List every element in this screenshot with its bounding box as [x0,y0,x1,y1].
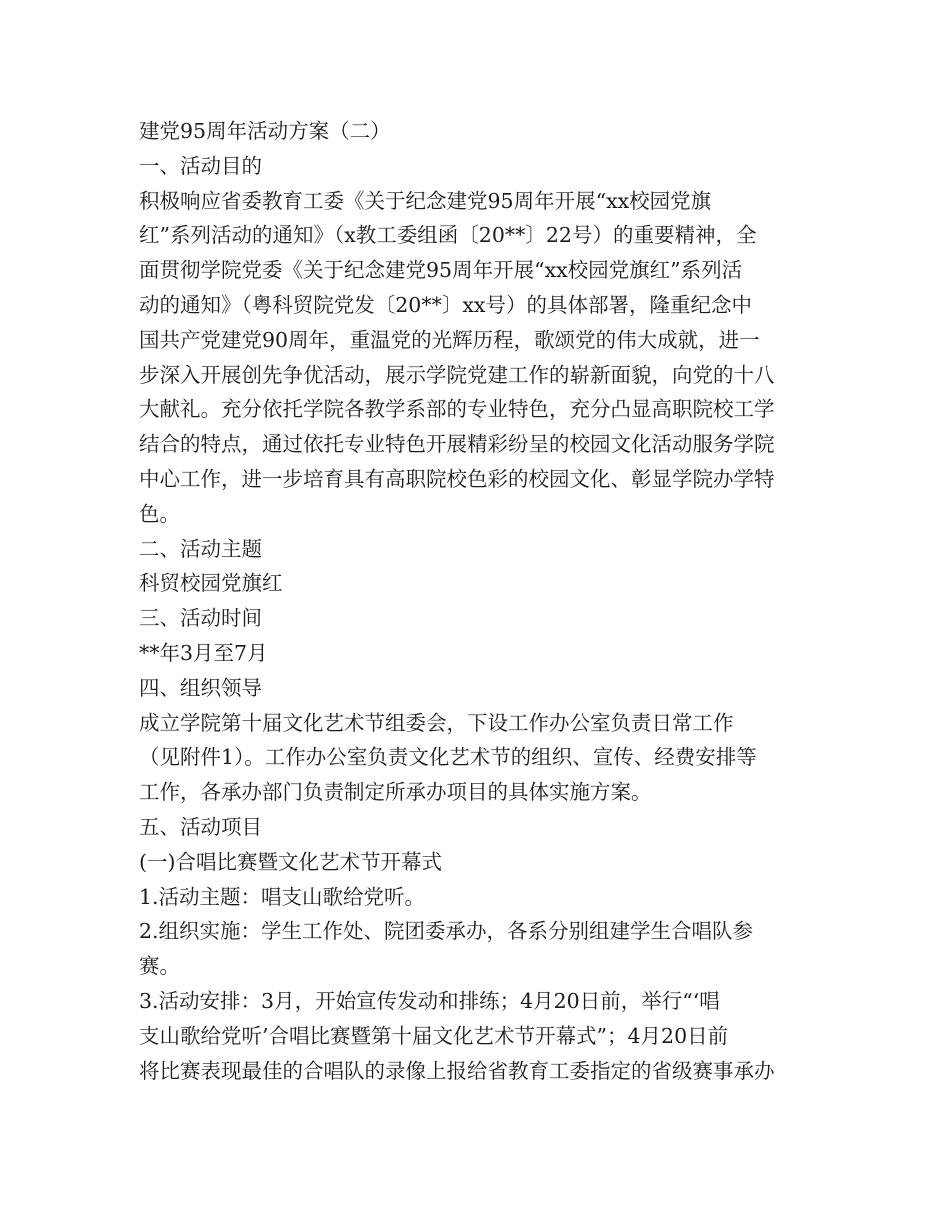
paragraph-line: 步深入开展创先争优活动，展示学院党建工作的崭新面貌，向党的十八 [139,362,775,387]
list-item: 1.活动主题：唱支山歌给党听。 [139,884,426,909]
paragraph-line: 面贯彻学院党委《关于纪念建党95周年开展“xx校园党旗红”系列活 [139,258,743,283]
paragraph-line: 结合的特点，通过依托专业特色开展精彩纷呈的校园文化活动服务学院 [139,432,775,457]
paragraph-line: **年3月至7月 [139,640,268,665]
paragraph-line: 科贸校园党旗红 [139,571,283,596]
paragraph-line: 将比赛表现最佳的合唱队的录像上报给省教育工委指定的省级赛事承办 [139,1058,775,1083]
list-item: 3.活动安排：3月，开始宣传发动和排练；4月20日前，举行“‘唱 [139,988,720,1013]
section-heading-purpose: 一、活动目的 [139,153,262,178]
paragraph-line: 工作，各承办部门负责制定所承办项目的具体实施方案。 [139,780,652,805]
section-heading-time: 三、活动时间 [139,606,262,631]
paragraph-line: 色。 [139,501,180,526]
document-title: 建党95周年活动方案（二） [139,119,391,143]
paragraph-line: 成立学院第十届文化艺术节组委会，下设工作办公室负责日常工作 [139,710,734,735]
paragraph-line: 动的通知》（粤科贸院党发〔20**〕xx号）的具体部署，隆重纪念中 [139,292,752,317]
paragraph-line: （见附件1）。工作办公室负责文化艺术节的组织、宣传、经费安排等 [139,745,757,770]
paragraph-line: 积极响应省委教育工委《关于纪念建党95周年开展“xx校园党旗 [139,188,712,213]
paragraph-line: 红”系列活动的通知》（x教工委组函〔20**〕22号）的重要精神，全 [139,223,757,248]
subsection-heading: (一)合唱比赛暨文化艺术节开幕式 [139,849,442,874]
paragraph-line: 大献礼。充分依托学院各教学系部的专业特色，充分凸显高职院校工学 [139,397,775,422]
paragraph-line: 支山歌给党听’合唱比赛暨第十届文化艺术节开幕式”；4月20日前 [139,1023,729,1048]
paragraph-line: 中心工作，进一步培育具有高职院校色彩的校园文化、彰显学院办学特 [139,466,775,491]
section-heading-theme: 二、活动主题 [139,536,262,561]
paragraph-line: 国共产党建党90周年，重温党的光辉历程，歌颂党的伟大成就，进一 [139,327,760,352]
list-item: 2.组织实施：学生工作处、院团委承办，各系分别组建学生合唱队参 [139,919,754,944]
section-heading-projects: 五、活动项目 [139,814,262,839]
section-heading-leadership: 四、组织领导 [139,675,262,700]
paragraph-line: 赛。 [139,954,180,979]
document-body [139,114,815,1088]
